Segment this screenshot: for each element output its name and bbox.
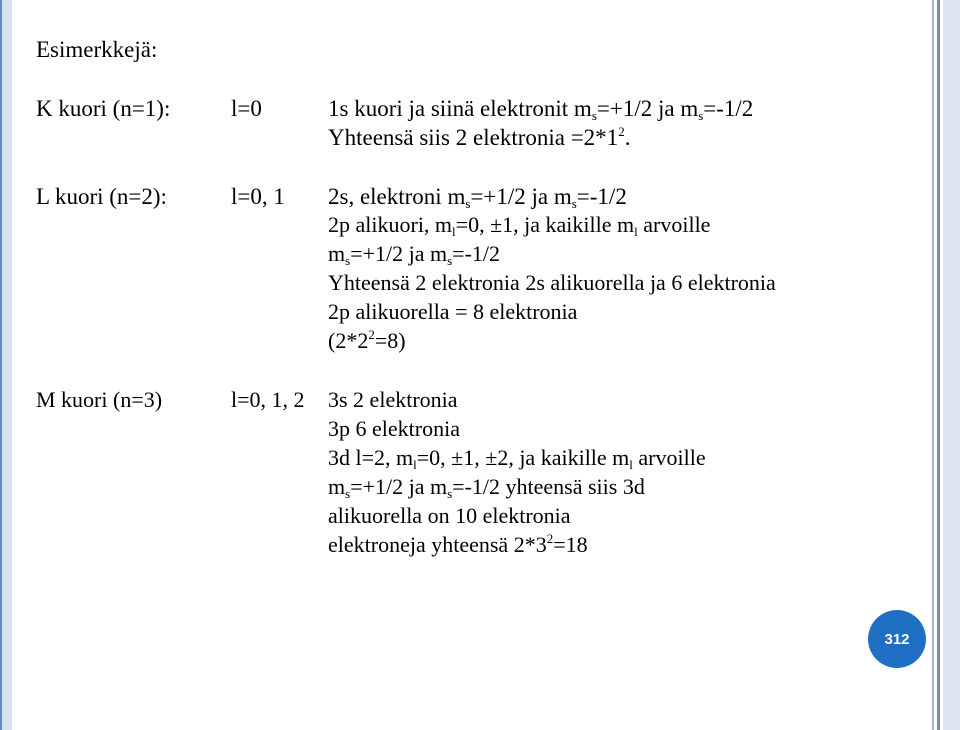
m-shell-l-values: l=0, 1, 2 <box>231 387 305 412</box>
l-shell-line-5: 2p alikuorella = 8 elektronia <box>328 299 578 324</box>
l-shell-label: L kuori (n=2): <box>36 184 167 209</box>
page-number-badge <box>868 610 926 668</box>
m-shell-line-3: 3d l=2, $m_l=0$, ±1, ±2, ja kaikille $m_l$ arvoille <box>328 445 706 472</box>
slide-right-border <box>930 0 960 730</box>
m-shell-label: M kuori (n=3) <box>36 387 163 412</box>
k-shell-line-2: Yhteensä siis 2 elektronia $=2*1^2$. <box>328 124 631 150</box>
k-shell-label: K kuori (n=1): <box>36 96 171 121</box>
l-shell-l-values: l=0, 1 <box>231 184 285 209</box>
l-shell-line-3: $m_s=+1/2$ ja $m_s=-1/2$ <box>328 241 501 268</box>
k-shell-l-values: l=0 <box>231 96 262 121</box>
slide-left-border <box>0 0 12 730</box>
page-number: 312 <box>884 630 910 648</box>
l-shell-line-2: 2p alikuori, $m_l=0$, ±1, ja kaikille $m_l$ arvoille <box>328 212 711 239</box>
m-shell-line-1: 3s 2 elektronia <box>328 387 458 412</box>
k-shell-line-1: 1s kuori ja siinä elektronit $m_s=+1/2$ ja $m_s=-1/2$ <box>328 96 754 123</box>
m-shell-line-4: $m_s=+1/2$ ja $m_s=-1/2$ yhteensä siis 3d <box>328 474 645 501</box>
l-shell-line-6: $(2*2^2=8)$ <box>328 327 406 353</box>
m-shell-line-2: 3p 6 elektronia <box>328 416 460 441</box>
l-shell-line-4: Yhteensä 2 elektronia 2s alikuorella ja 6 elektronia <box>328 270 776 295</box>
m-shell-line-6: elektroneja yhteensä $2*3^2=18$ <box>328 531 588 557</box>
slide-heading: Esimerkkejä: <box>36 37 158 62</box>
m-shell-line-5: alikuorella on 10 elektronia <box>328 503 571 528</box>
l-shell-line-1: 2s, elektroni $m_s=+1/2$ ja $m_s=-1/2$ <box>328 184 627 211</box>
